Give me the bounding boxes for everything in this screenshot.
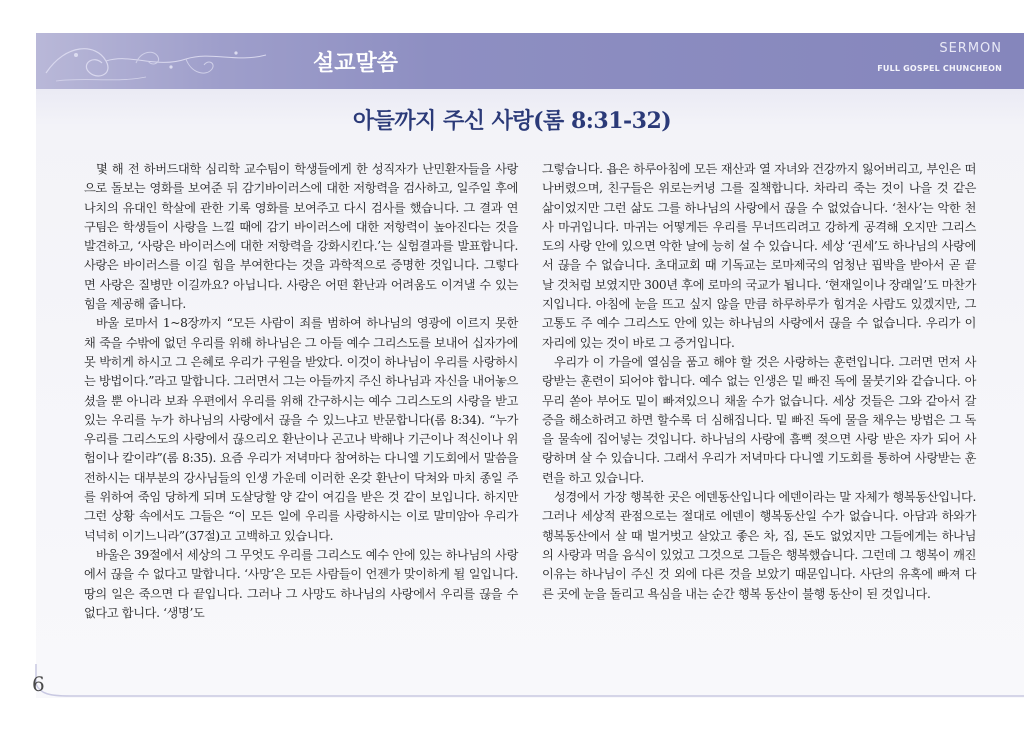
paragraph: 몇 해 전 하버드대학 심리학 교수팀이 학생들에게 한 성직자가 난민환자들을 사랑으로 돌보는 영화를 보여준 뒤 감기바이러스에 대한 저항력을 검사하고, 일주일 후에 나치의 유대인 학살에 관한 기록 영화를 보여주고 다시 검사를 했습니다. 그 결과 연구팀은 학생들이 사랑을 느낄 때에 감기 바이러스에 대한 저항력이 높아진다는 것을 발견하고, ‘사랑은 바이러스에 대한 저항력을 강화시킨다.’는 실험결과를 발표합니다. 사랑은 바이러스를 이길 힘을 부여한다는 것을 과학적으로 증명한 것입니다. 그렇다면 사랑은 질병만 이길까요? 아닙니다. 사랑은 어떤 환난과 어려움도 이겨낼 수 있는 힘을 제공해 줍니다. <box>84 162 518 312</box>
floral-ornament-icon <box>36 33 276 89</box>
left-column <box>84 160 518 623</box>
paragraph: 그렇습니다. 욥은 하루아침에 모든 재산과 열 자녀와 건강까지 잃어버리고, 부인은 떠나버렸으며, 친구들은 위로는커녕 그를 질책합니다. 차라리 죽는 것이 나을 것 같은 삶이었지만 그런 삶도 그를 하나님의 사랑에서 끊을 수 없었습니다. ‘천사’는 악한 천사 마귀입니다. 마귀는 어떻게든 우리를 무너뜨리려고 강하게 공격해 오지만 그리스도의 사랑 안에 있으면 악한 날에 능히 설 수 있습니다. 세상 ‘권세’도 하나님의 사랑에서 끊을 수 없습니다. 초대교회 때 기독교는 로마제국의 엄청난 핍박을 받아서 곧 끝날 것처럼 보였지만 300년 후에 로마의 국교가 됩니다. ‘현재일이나 장래일’도 마찬가지입니다. 아침에 눈을 뜨고 싶지 않을 만큼 하루하루가 힘겨운 사람도 있겠지만, 그 고통도 주 예수 그리스도 안에 있는 하나님의 사랑에서 끊을 수 없습니다. 우리가 이 자리에 있는 것이 바로 그 증거입니다. <box>542 162 976 350</box>
header-branding <box>877 41 1002 73</box>
page-number: 6 <box>32 672 45 696</box>
article-title: 아들까지 주신 사랑(롬 8:31-32) <box>352 108 672 134</box>
paragraph: 우리가 이 가을에 열심을 품고 해야 할 것은 사랑하는 훈련입니다. 그러면 먼저 사랑받는 훈련이 되어야 합니다. 예수 없는 인생은 밑 빠진 독에 물붓기와 같습니다. 아무리 쏟아 부어도 밑이 빠져있으니 채울 수가 없습니다. 세상 것들은 그와 같아서 갈증을 해소하려고 하면 할수록 더 심해집니다. 밑 빠진 독에 물을 채우는 방법은 그 독을 물속에 집어넣는 것입니다. 하나님의 사랑에 흠뻑 젖으면 사랑 받은 자가 되어 사랑하며 살 수 있습니다. 그래서 우리가 저녁마다 다니엘 기도회를 통하여 사랑받는 훈련을 하고 있습니다. <box>542 354 976 485</box>
church-label: FULL GOSPEL CHUNCHEON <box>877 64 1002 73</box>
paragraph: 바울 로마서 1~8장까지 “모든 사람이 죄를 범하여 하나님의 영광에 이르지 못한 채 죽을 수밖에 없던 우리를 위해 하나님은 그 아들 예수 그리스도를 보내어 십자가에 못 박히게 하시고 그 은혜로 우리가 구원을 받았다. 이것이 하나님이 우리를 사랑하시는 방법이다.”라고 말합니다. 그러면서 그는 아들까지 주신 하나님과 자신을 내어놓으셨을 뿐 아니라 보좌 우편에서 우리를 위해 간구하시는 예수 그리스도의 사랑을 받고 있는 우리를 누가 하나님의 사랑에서 끊을 수 있느냐고 반문합니다(롬 8:34). “누가 우리를 그리스도의 사랑에서 끊으리오 환난이나 곤고나 박해나 기근이나 적신이나 위험이나 칼이랴”(롬 8:35). 요즘 우리가 저녁마다 참여하는 다니엘 기도회에서 말씀을 전하시는 대부분의 강사님들의 인생 가운데 이러한 온갖 환난이 닥쳐와 마치 종일 주를 위하여 죽임 당하게 되며 도살당할 양 같이 여김을 받은 것 같이 보입니다. 하지만 그런 상황 속에서도 그들은 “이 모든 일에 우리를 사랑하시는 이로 말미암아 우리가 넉넉히 이기느니라”(37절)고 고백하고 있습니다. <box>84 316 519 543</box>
bottom-wave-decoration <box>0 660 1024 700</box>
header-band <box>36 33 1024 89</box>
section-title: 설교말씀 <box>313 51 399 76</box>
paragraph: 성경에서 가장 행복한 곳은 에덴동산입니다 에덴이라는 말 자체가 행복동산입니다. 그러나 세상적 관점으로는 절대로 에덴이 행복동산일 수가 없습니다. 아담과 하와가 행복동산에서 살 때 벌거벗고 살았고 좋은 차, 집, 돈도 없었지만 그들에게는 하나님의 사랑과 먹을 음식이 있었고 그것으로 그들은 행복했습니다. 그런데 그 행복이 깨진 이유는 하나님이 주신 것 외에 다른 것을 보았기 때문입니다. 사단의 유혹에 빠져 다른 곳에 눈을 돌리고 욕심을 내는 순간 행복 동산이 불행 동산이 된 것입니다. <box>542 490 976 601</box>
paragraph: 바울은 39절에서 세상의 그 무엇도 우리를 그리스도 예수 안에 있는 하나님의 사랑에서 끊을 수 없다고 말합니다. ‘사망’은 모든 사람들이 언젠가 맞이하게 될 일입니다. 땅의 일은 죽으면 다 끝입니다. 그러나 그 사망도 하나님의 사랑에서 우리를 끊을 수 없다고 합니다. ‘생명’도 <box>84 547 518 620</box>
sermon-label: SERMON <box>939 41 1002 56</box>
right-column <box>542 160 976 604</box>
